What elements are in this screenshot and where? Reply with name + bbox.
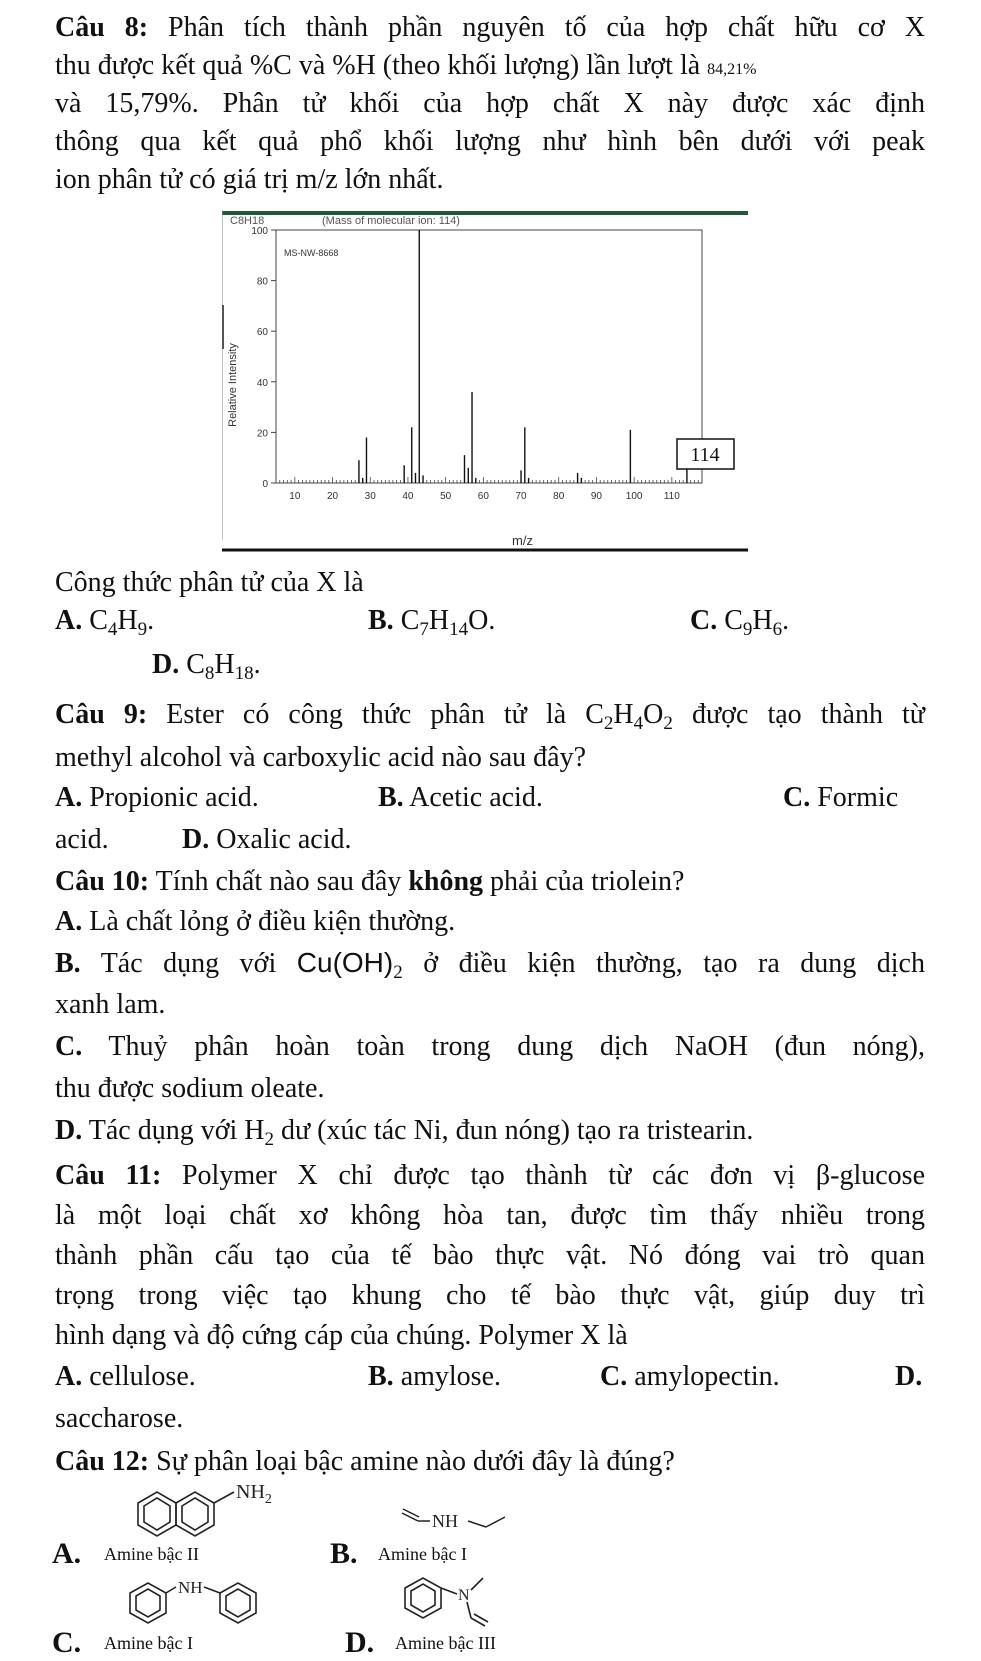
q12-structure-c xyxy=(120,1575,280,1635)
q11-line-3: thành phần cấu tạo của tế bào thực vật. Nó đóng vai trò quan xyxy=(55,1240,925,1271)
q8-option-d: D. $C_8H_{18}$. xyxy=(152,649,261,684)
nh-group-b: NH xyxy=(432,1511,458,1531)
q11-option-d-cont: saccharose. xyxy=(55,1403,184,1434)
q12-structure-d xyxy=(395,1570,525,1640)
y-axis-label: Relative Intensity xyxy=(227,343,239,427)
chart-axes xyxy=(251,226,702,502)
q10-number: Câu 10: xyxy=(55,866,150,897)
q12-option-c-letter: C. xyxy=(52,1626,82,1659)
plot-frame xyxy=(276,230,702,483)
q10-option-b-cont: xanh lam. xyxy=(55,989,166,1020)
chart-subtitle: (Mass of molecular ion: 114) xyxy=(322,215,460,227)
molecular-ion-callout xyxy=(677,439,734,469)
q12-option-a-letter: A. xyxy=(52,1537,82,1570)
q12-question: Câu 12: Sự phân loại bậc amine nào dưới đây là đúng? xyxy=(55,1446,675,1477)
q12-option-b-letter: B. xyxy=(330,1537,358,1570)
x-tick-label: 60 xyxy=(477,491,489,502)
q10-option-b: B. Tác dụng với $Cu(OH)_2$ ở điều kiện thường, tạo ra dung dịch xyxy=(55,947,925,983)
chart-title: C8H18 xyxy=(230,215,265,227)
q8-question: Công thức phân tử của X là xyxy=(55,567,364,598)
q10-option-a: A. Là chất lỏng ở điều kiện thường. xyxy=(55,906,456,937)
x-tick-label: 10 xyxy=(289,491,301,502)
x-tick-label: 50 xyxy=(440,491,452,502)
q9-option-b: B. Acetic acid. xyxy=(378,782,543,813)
n-group-d: N xyxy=(458,1587,470,1604)
q12-option-b-label: Amine bậc I xyxy=(378,1544,467,1564)
q11-option-c: C. amylopectin. xyxy=(600,1361,780,1392)
chart-peaks xyxy=(359,230,687,483)
nh2-group: $NH_2$ xyxy=(236,1481,272,1507)
q9-number: Câu 9: xyxy=(55,699,148,730)
q8-line-5: ion phân tử có giá trị m/z lớn nhất. xyxy=(55,164,444,195)
y-tick-label: 80 xyxy=(256,276,268,288)
x-tick-label: 90 xyxy=(590,491,603,502)
x-tick-label: 80 xyxy=(553,491,565,502)
callout-label: 114 xyxy=(690,444,720,466)
x-tick-label: 40 xyxy=(402,491,414,502)
q12-number: Câu 12: xyxy=(55,1446,150,1477)
q9-option-a: A. Propionic acid. xyxy=(55,782,259,813)
q8-option-c: C. $C_9H_6$. xyxy=(690,605,790,640)
q9-line-2: methyl alcohol và carboxylic acid nào sau đây? xyxy=(55,742,587,773)
mass-spectrum-chart xyxy=(222,210,748,553)
y-tick-label: 0 xyxy=(262,479,268,490)
q11-line-1: Câu 11: Polymer X chỉ được tạo thành từ các đơn vị β-glucose xyxy=(55,1160,926,1191)
q8-number: Câu 8: xyxy=(55,12,149,43)
x-tick-label: 70 xyxy=(515,491,527,502)
q8-line-3: và 15,79%. Phân tử khối của hợp chất X này được xác định xyxy=(55,88,925,119)
q12-option-c-label: Amine bậc I xyxy=(104,1633,193,1653)
y-tick-label: 60 xyxy=(256,327,268,339)
q11-line-5: hình dạng và độ cứng cáp của chúng. Polymer X là xyxy=(55,1320,628,1351)
q9-option-d: D. Oxalic acid. xyxy=(182,824,352,855)
x-axis-label: m/z xyxy=(512,533,533,548)
q10-option-c-cont: thu được sodium oleate. xyxy=(55,1073,325,1104)
q12-option-d-label: Amine bậc III xyxy=(395,1633,496,1653)
q8-line-2: thu được kết quả %C và %H (theo khối lượng) lần lượt là 84,21% xyxy=(55,50,757,81)
q8-option-b: B. $C_7H_{14}O$. xyxy=(368,605,496,640)
x-tick-label: 20 xyxy=(326,491,339,502)
q11-line-4: trọng trong việc tạo khung cho tế bào thực vật, giúp duy trì xyxy=(55,1280,925,1311)
q9-line-1: Câu 9: Ester có công thức phân tử là $C_2H_4O_2$ được tạo thành từ xyxy=(55,699,925,734)
q8-line-4: thông qua kết quả phổ khối lượng như hình bên dưới với peak xyxy=(55,126,925,157)
q12-structure-a xyxy=(130,1478,280,1548)
q11-line-2: là một loại chất xơ không hòa tan, được tìm thấy nhiều trong xyxy=(55,1200,925,1231)
x-tick-label: 100 xyxy=(625,491,643,502)
x-tick-label: 110 xyxy=(663,491,680,502)
chart-annotation: MS-NW-8668 xyxy=(284,248,339,258)
q8-line-1: Câu 8: Phân tích thành phần nguyên tố của hợp chất hữu cơ X xyxy=(55,12,925,43)
q11-number: Câu 11: xyxy=(55,1160,162,1191)
q8-small-value: 84,21% xyxy=(707,61,757,78)
q9-option-c-cont: acid. xyxy=(55,824,109,855)
q10-option-d: D. Tác dụng với $H_2$ dư (xúc tác Ni, đun nóng) tạo ra tristearin. xyxy=(55,1115,754,1150)
q11-option-a: A. cellulose. xyxy=(55,1361,196,1392)
q12-option-d-letter: D. xyxy=(345,1626,375,1659)
q11-option-d: D. xyxy=(895,1361,923,1392)
q8-option-a: A. $C_4H_9$. xyxy=(55,605,155,640)
q10-option-c: C. Thuỷ phân hoàn toàn trong dung dịch NaOH (đun nóng), xyxy=(55,1031,925,1062)
nh-group-c: NH xyxy=(178,1578,203,1597)
q12-structure-b xyxy=(400,1505,530,1535)
q9-option-c: C. Formic xyxy=(783,782,899,813)
q12-option-a-label: Amine bậc II xyxy=(104,1544,199,1564)
y-tick-label: 20 xyxy=(256,428,268,440)
axis-marker xyxy=(222,305,224,349)
x-tick-label: 30 xyxy=(364,491,376,502)
q10-question: Câu 10: Tính chất nào sau đây không phải của triolein? xyxy=(55,866,685,897)
q11-option-b: B. amylose. xyxy=(368,1361,501,1392)
y-tick-label: 40 xyxy=(256,377,268,389)
y-tick-label: 100 xyxy=(251,226,268,237)
